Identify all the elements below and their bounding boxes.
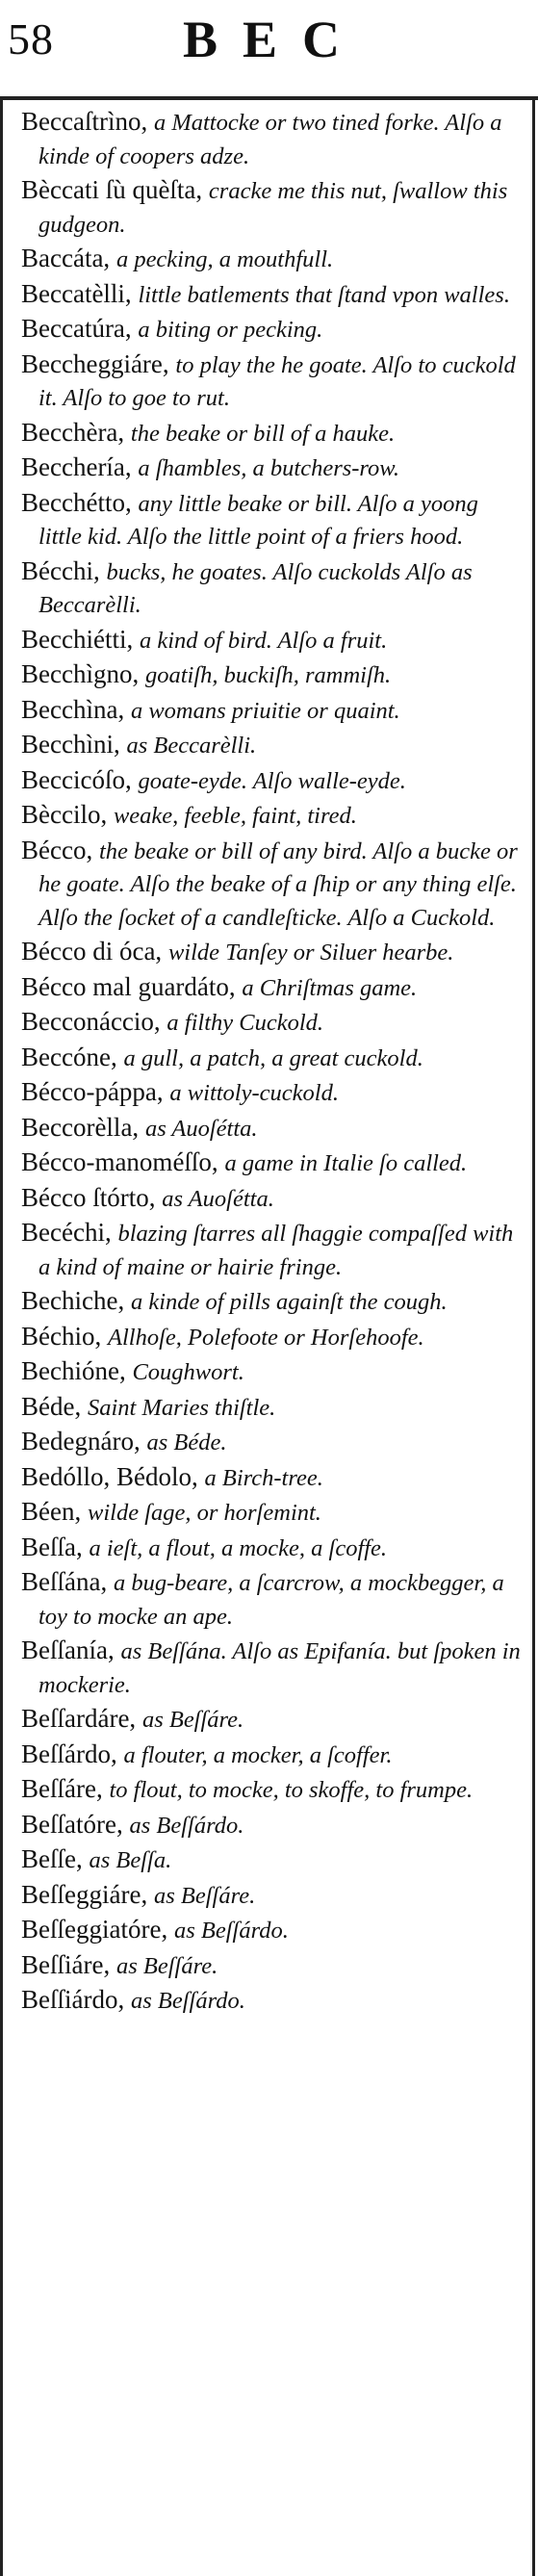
dictionary-entry (21, 1076, 522, 1110)
dictionary-entry (21, 694, 522, 728)
entry-headword: Béde, (21, 1391, 82, 1421)
dictionary-entry (21, 729, 522, 762)
entry-definition: Allhoſe, Polefoote or Horſehoofe. (107, 1324, 424, 1351)
entry-definition: a womans priuitie or quaint. (130, 697, 400, 724)
entry-headword: Beſſárdo, (21, 1739, 117, 1768)
dictionary-entry (21, 1879, 522, 1913)
dictionary-entry (21, 1285, 522, 1319)
dictionary-entry (21, 1426, 522, 1459)
entry-headword: Beccicóſo, (21, 764, 132, 794)
entry-headword: Becchìna, (21, 694, 125, 724)
entry-headword: Bécco-páppa, (21, 1077, 164, 1106)
entry-definition: as Beſſárdo. (130, 1988, 245, 2014)
dictionary-entry (21, 1703, 522, 1737)
entry-definition: a ieſt, a flout, a mocke, a ſcoffe. (89, 1534, 388, 1561)
entry-headword: Bécco, (21, 835, 93, 864)
dictionary-entry (21, 1182, 522, 1216)
entry-headword: Bèccilo, (21, 800, 108, 829)
entry-definition: a wittoly-cuckold. (169, 1080, 339, 1106)
dictionary-entry (21, 1461, 522, 1495)
entry-definition: a Mattocke or two tined forke. Alſo a kinde of coopers adze. (38, 110, 502, 169)
dictionary-entry (21, 1532, 522, 1565)
dictionary-entry (21, 936, 522, 969)
dictionary-entry (21, 1355, 522, 1389)
dictionary-entry (21, 451, 522, 485)
entry-headword: Beſſiárdo, (21, 1985, 125, 2014)
entry-headword: Bécchi, (21, 555, 100, 585)
dictionary-entry (21, 1566, 522, 1633)
entry-headword: Beſſa, (21, 1532, 83, 1561)
dictionary-entry (21, 764, 522, 798)
dictionary-entry (21, 971, 522, 1005)
entry-headword: Becchèra, (21, 417, 125, 447)
dictionary-entry (21, 1843, 522, 1877)
entry-definition: as Beſſárdo. (173, 1918, 289, 1944)
entry-definition: a kind of bird. Alſo a fruit. (139, 627, 388, 654)
entry-headword: Baccáta, (21, 244, 111, 272)
running-head: BEC (183, 11, 366, 68)
entry-definition: a pecking, a mouthfull. (115, 246, 334, 272)
dictionary-entry (21, 1391, 522, 1425)
entry-headword: Becconáccio, (21, 1007, 161, 1036)
dictionary-entry (21, 174, 522, 241)
entry-definition: any little beake or bill. Alſo a yoong little kid. Alſo the little point of a friers hood. (38, 490, 478, 550)
entry-headword: Beſſanía, (21, 1636, 115, 1664)
entry-definition: wilde Tanſey or Siluer hearbe. (167, 940, 454, 966)
entry-headword: Bécco mal guardáto, (21, 971, 236, 1001)
entry-definition: cracke me this nut, ſwallow this gudgeon. (38, 178, 508, 238)
entry-definition: a biting or pecking. (138, 317, 323, 343)
top-rule (0, 96, 538, 100)
dictionary-entry (21, 835, 522, 935)
entry-headword: Bedegnáro, (21, 1427, 141, 1455)
entry-definition: as Auoſétta. (144, 1115, 258, 1142)
dictionary-entry (21, 313, 522, 347)
entry-definition: weake, feeble, faint, tired. (113, 803, 357, 829)
entry-headword: Becchìni, (21, 730, 120, 759)
entry-headword: Beccóne, (21, 1042, 117, 1071)
entry-headword: Bécco di óca, (21, 937, 163, 966)
entry-headword: Bécco ſtórto, (21, 1182, 156, 1212)
dictionary-entry (21, 799, 522, 833)
entry-definition: as Beſſána. Alſo as Epifanía. but ſpoken in mockerie. (38, 1638, 521, 1698)
entry-definition: to play the he goate. Alſo to cuckold it. Alſo to goe to rut. (38, 351, 516, 411)
entry-definition: blazing ſtarres all ſhaggie compaſſed with a kind of maine or hairie fringe. (38, 1221, 514, 1280)
dictionary-entry (21, 1042, 522, 1075)
dictionary-entry (21, 1809, 522, 1842)
dictionary-entry (21, 1321, 522, 1354)
dictionary-entry (21, 278, 522, 312)
entry-definition: wilde ſage, or horſemint. (87, 1500, 321, 1526)
dictionary-entry (21, 1496, 522, 1530)
entry-headword: Bedóllo, Bédolo, (21, 1461, 198, 1491)
entry-headword: Becchiétti, (21, 624, 134, 654)
dictionary-entry (21, 555, 522, 622)
entry-headword: Beccatèlli, (21, 278, 132, 308)
entry-headword: Beſſiáre, (21, 1949, 111, 1979)
entry-definition: the beake or bill of any bird. Alſo a bucke or he goate. Alſo the beake of a ſhip or any thing elſe. Alſo the ſocket of a candleſticke. Alſo a Cuckold. (38, 837, 518, 931)
entry-definition: as Auoſétta. (162, 1185, 274, 1212)
dictionary-entry (21, 1984, 522, 2018)
dictionary-entry (21, 624, 522, 657)
entry-definition: as Beſſárdo. (129, 1812, 244, 1839)
dictionary-entry (21, 1914, 522, 1947)
dictionary-entry (21, 106, 522, 172)
entry-definition: Coughwort. (132, 1359, 244, 1385)
dictionary-entry (21, 658, 522, 692)
entry-definition: a Chriſtmas game. (242, 974, 418, 1001)
dictionary-entry (21, 1739, 522, 1772)
entry-headword: Beſſeggiáre, (21, 1879, 148, 1909)
entry-definition: goate-eyde. Alſo walle-eyde. (138, 767, 406, 794)
dictionary-entry (21, 243, 522, 276)
entry-definition: little batlements that ſtand vpon walles. (138, 281, 510, 308)
entry-definition: bucks, he goates. Alſo cuckolds Alſo as Beccarèlli. (38, 558, 473, 618)
entry-headword: Beccatúra, (21, 314, 132, 343)
entry-definition: to flout, to mocke, to skoffe, to frumpe. (109, 1777, 474, 1803)
entry-headword: Beccorèlla, (21, 1112, 140, 1142)
entry-headword: Beſſána, (21, 1567, 108, 1596)
entry-headword: Becchería, (21, 452, 132, 481)
entry-headword: Bechióne, (21, 1356, 126, 1385)
dictionary-entry (21, 1112, 522, 1146)
right-rule (532, 96, 535, 2576)
entry-headword: Béchio, (21, 1321, 102, 1351)
dictionary-entry (21, 1635, 522, 1701)
left-rule (0, 96, 3, 2576)
entry-headword: Beſſardáre, (21, 1704, 137, 1733)
entry-headword: Beſſeggiatóre, (21, 1915, 168, 1944)
entry-definition: a Birch-tree. (204, 1464, 323, 1491)
entry-headword: Becchìgno, (21, 659, 140, 688)
dictionary-entry (21, 487, 522, 554)
entry-definition: Saint Maries thiſtle. (87, 1394, 276, 1421)
dictionary-entry (21, 1146, 522, 1180)
entry-headword: Becéchi, (21, 1218, 112, 1247)
entry-headword: Beſſáre, (21, 1774, 103, 1803)
entry-definition: a game in Italie ſo called. (224, 1150, 468, 1176)
entry-definition: as Beſſáre. (141, 1707, 244, 1733)
entry-definition: as Béde. (146, 1430, 227, 1455)
entry-headword: Beſſatóre, (21, 1809, 123, 1839)
entry-definition: as Beſſáre. (153, 1882, 256, 1909)
dictionary-entry (21, 1949, 522, 1983)
entry-headword: Becchétto, (21, 487, 132, 517)
entry-definition: a filthy Cuckold. (167, 1010, 324, 1036)
entry-headword: Beccaſtrìno, (21, 107, 148, 136)
dictionary-entry (21, 417, 522, 451)
entry-definition: as Beccarèlli. (126, 733, 257, 759)
entry-definition: as Beſſáre. (115, 1952, 218, 1979)
entry-definition: a ſhambles, a butchers-row. (138, 455, 399, 481)
entry-definition: a gull, a patch, a great cuckold. (123, 1044, 423, 1071)
entry-definition: the beake or bill of a hauke. (130, 420, 396, 447)
entry-definition: a bug-beare, a ſcarcrow, a mockbegger, a toy to mocke an ape. (38, 1570, 504, 1630)
entry-definition: as Beſſa. (89, 1847, 172, 1873)
entry-headword: Bécco-manoméſſo, (21, 1147, 218, 1176)
dictionary-entry (21, 1773, 522, 1807)
entry-headword: Bechiche, (21, 1286, 125, 1315)
entry-definition: a kinde of pills againſt the cough. (130, 1289, 448, 1315)
entry-headword: Bèccati ſù quèſta, (21, 175, 203, 204)
dictionary-entry (21, 1006, 522, 1040)
entry-headword: Beccheggiáre, (21, 348, 169, 378)
page-header (0, 0, 538, 96)
entry-definition: a flouter, a mocker, a ſcoffer. (123, 1741, 393, 1768)
page-number: 58 (8, 14, 54, 64)
entry-headword: Béen, (21, 1497, 82, 1526)
entry-definition: goatiſh, buckiſh, rammiſh. (144, 662, 392, 688)
dictionary-entry (21, 348, 522, 415)
entry-list (21, 106, 522, 2020)
entry-headword: Beſſe, (21, 1844, 83, 1873)
dictionary-entry (21, 1217, 522, 1283)
